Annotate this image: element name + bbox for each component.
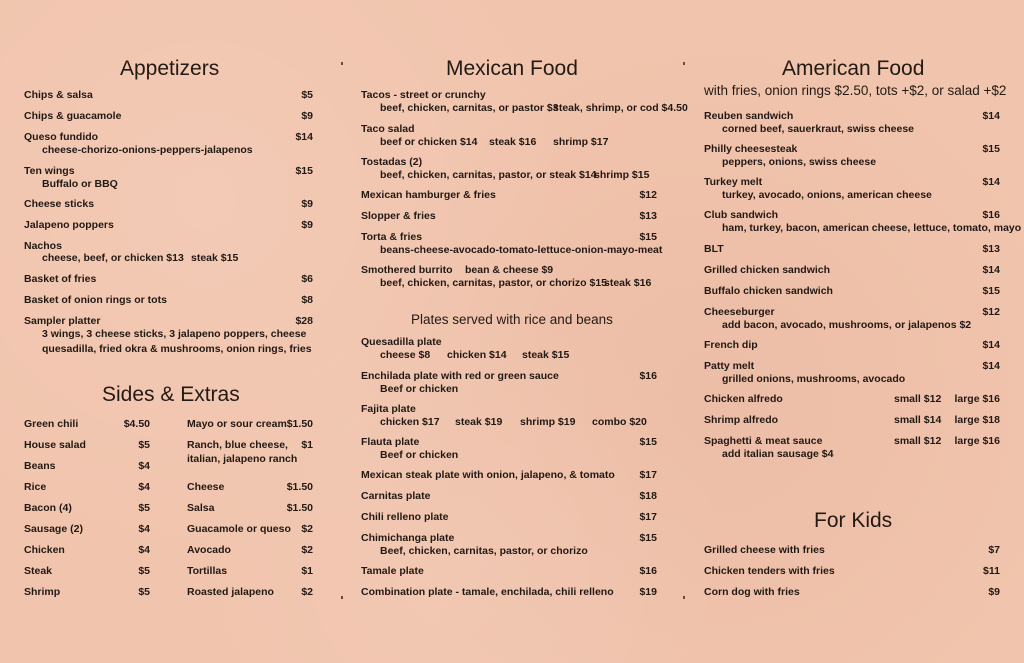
menu-item-price-large: large $16 bbox=[954, 435, 1000, 447]
menu-item-desc: add bacon, avocado, mushrooms, or jalapenos $2 bbox=[722, 319, 972, 331]
menu-item-name: Mexican steak plate with onion, jalapeno, & tomato bbox=[361, 469, 615, 481]
menu-item-name: Fajita plate bbox=[361, 403, 416, 415]
extra-item-price: $1.50 bbox=[286, 502, 313, 514]
side-item-name: Rice bbox=[24, 481, 47, 493]
menu-item-desc: combo $20 bbox=[592, 416, 647, 428]
extra-item-price: $1 bbox=[301, 439, 313, 451]
menu-item-name: Chimichanga plate bbox=[361, 532, 455, 544]
fold-mark bbox=[683, 596, 685, 599]
menu-item-price: $9 bbox=[301, 110, 313, 122]
menu-item-name: Ten wings bbox=[24, 165, 75, 177]
menu-item-price: $15 bbox=[982, 143, 1000, 155]
menu-item-price: $9 bbox=[301, 198, 313, 210]
side-item-name: Steak bbox=[24, 565, 53, 577]
menu-item-desc: shrimp $15 bbox=[594, 169, 650, 181]
extra-item-price: $1.50 bbox=[286, 481, 313, 493]
menu-item-desc: Beef or chicken bbox=[380, 383, 459, 395]
menu-item-name: Chili relleno plate bbox=[361, 511, 449, 523]
menu-item-price: $12 bbox=[639, 189, 657, 201]
menu-item-desc: shrimp $17 bbox=[553, 136, 609, 148]
menu-item-name: Turkey melt bbox=[704, 176, 763, 188]
menu-item-name: Buffalo chicken sandwich bbox=[704, 285, 833, 297]
menu-item-desc: chicken $14 bbox=[447, 349, 507, 361]
menu-item-name: Sampler platter bbox=[24, 315, 101, 327]
menu-item-desc: Buffalo or BBQ bbox=[42, 178, 118, 190]
kids-title: For Kids bbox=[814, 509, 893, 532]
side-item-price: $5 bbox=[138, 502, 150, 514]
fold-mark bbox=[341, 62, 343, 65]
american-subtitle: with fries, onion rings $2.50, tots +$2, or salad +$2 bbox=[704, 83, 1007, 98]
menu-item-name: Taco salad bbox=[361, 123, 415, 135]
menu-item-price: $18 bbox=[639, 490, 657, 502]
menu-item-desc: steak, shrimp, or cod $4.50 bbox=[553, 102, 688, 114]
menu-item-price: $7 bbox=[988, 544, 1000, 556]
menu-item-desc: steak $15 bbox=[522, 349, 570, 361]
side-item-price: $4.50 bbox=[123, 418, 150, 430]
menu-item-name: Club sandwich bbox=[704, 209, 779, 221]
menu-item-name: Basket of onion rings or tots bbox=[24, 294, 167, 306]
menu-item-price: $15 bbox=[639, 532, 657, 544]
menu-item-name: Enchilada plate with red or green sauce bbox=[361, 370, 559, 382]
side-item-name: Sausage (2) bbox=[24, 523, 83, 535]
extra-item-price: $2 bbox=[301, 544, 313, 556]
menu-item-name: Slopper & fries bbox=[361, 210, 436, 222]
menu-item-price: $14 bbox=[295, 131, 313, 143]
menu-item-price-small: small $12 bbox=[894, 393, 942, 405]
menu-item-name: BLT bbox=[704, 243, 724, 255]
extra-item-price: $1 bbox=[301, 565, 313, 577]
menu-item-name: Cheese sticks bbox=[24, 198, 95, 210]
menu-item-desc: steak $19 bbox=[455, 416, 503, 428]
menu-item-desc: quesadilla, fried okra & mushrooms, onion rings, fries bbox=[42, 343, 312, 355]
menu-item-price: $16 bbox=[639, 370, 657, 382]
menu-item-name: Smothered burrito bbox=[361, 264, 453, 276]
menu-item-name: Torta & fries bbox=[361, 231, 423, 243]
extra-item-desc: italian, jalapeno ranch bbox=[187, 453, 298, 465]
menu-item-price: $12 bbox=[982, 306, 1000, 318]
sides-title: Sides & Extras bbox=[102, 383, 240, 406]
extra-item-price: $2 bbox=[301, 586, 313, 598]
extra-item-name: Ranch, blue cheese, bbox=[187, 439, 288, 451]
menu-item-desc: beef or chicken $14 bbox=[380, 136, 478, 148]
menu-item-name: Tamale plate bbox=[361, 565, 424, 577]
menu-item-name: Flauta plate bbox=[361, 436, 420, 448]
menu-item-desc: beef, chicken, carnitas, or pastor $3 bbox=[380, 102, 559, 114]
menu-item-price: $14 bbox=[982, 339, 1000, 351]
extra-item-price: $2 bbox=[301, 523, 313, 535]
menu-item-desc: grilled onions, mushrooms, avocado bbox=[722, 373, 906, 385]
menu-item-desc: cheese $8 bbox=[380, 349, 431, 361]
side-item-name: Green chili bbox=[24, 418, 79, 430]
menu-item-desc: ham, turkey, bacon, american cheese, lettuce, tomato, mayo bbox=[722, 222, 1022, 234]
menu-item-price: $16 bbox=[639, 565, 657, 577]
menu-item-price: $13 bbox=[639, 210, 657, 222]
side-item-price: $5 bbox=[138, 439, 150, 451]
side-item-price: $4 bbox=[138, 460, 150, 472]
menu-item-price-large: large $16 bbox=[954, 393, 1000, 405]
menu-item-desc: peppers, onions, swiss cheese bbox=[722, 156, 877, 168]
menu-item-desc: cheese, beef, or chicken $13 bbox=[42, 252, 184, 264]
menu-item-desc: turkey, avocado, onions, american cheese bbox=[722, 189, 932, 201]
extra-item-name: Mayo or sour cream bbox=[187, 418, 287, 430]
menu-item-price: $15 bbox=[639, 436, 657, 448]
menu-item-price: $17 bbox=[639, 511, 657, 523]
menu-item-price: $8 bbox=[301, 294, 313, 306]
menu-item-price: $15 bbox=[982, 285, 1000, 297]
menu-item-name: Mexican hamburger & fries bbox=[361, 189, 496, 201]
menu-item-name: Tostadas (2) bbox=[361, 156, 423, 168]
menu-item-name: Combination plate - tamale, enchilada, chili relleno bbox=[361, 586, 614, 598]
side-item-price: $4 bbox=[138, 544, 150, 556]
menu-item-name: Tacos - street or crunchy bbox=[361, 89, 486, 101]
menu-item-name: Basket of fries bbox=[24, 273, 97, 285]
appetizers-title: Appetizers bbox=[120, 57, 220, 80]
extra-item-price: $1.50 bbox=[286, 418, 313, 430]
side-item-name: Chicken bbox=[24, 544, 65, 556]
mexican-title: Mexican Food bbox=[446, 57, 578, 80]
menu-item-price: $15 bbox=[295, 165, 313, 177]
menu-item-desc: Beef, chicken, carnitas, pastor, or chorizo bbox=[380, 545, 588, 557]
menu-item-desc: shrimp $19 bbox=[520, 416, 576, 428]
extra-item-name: Guacamole or queso bbox=[187, 523, 291, 535]
menu-item-name: Jalapeno poppers bbox=[24, 219, 114, 231]
menu-item-name: Patty melt bbox=[704, 360, 755, 372]
menu-item-name: French dip bbox=[704, 339, 758, 351]
menu-item-name: Chips & guacamole bbox=[24, 110, 122, 122]
extra-item-name: Salsa bbox=[187, 502, 215, 514]
menu-item-desc: steak $16 bbox=[489, 136, 537, 148]
menu-item-price: $13 bbox=[982, 243, 1000, 255]
menu-item-desc: beans-cheese-avocado-tomato-lettuce-onion-mayo-meat bbox=[380, 244, 663, 256]
menu-item-name: Carnitas plate bbox=[361, 490, 431, 502]
menu-item-price-large: large $18 bbox=[954, 414, 1000, 426]
menu-item-price: $15 bbox=[639, 231, 657, 243]
menu-item-price: $19 bbox=[639, 586, 657, 598]
menu-item-name: Chicken alfredo bbox=[704, 393, 783, 405]
menu-item-name: Cheeseburger bbox=[704, 306, 775, 318]
menu-item-desc: cheese-chorizo-onions-peppers-jalapenos bbox=[42, 144, 253, 156]
menu-item-desc: 3 wings, 3 cheese sticks, 3 jalapeno poppers, cheese bbox=[42, 328, 307, 340]
side-item-name: House salad bbox=[24, 439, 86, 451]
menu-item-price: $11 bbox=[983, 565, 1000, 577]
menu-item-name: Corn dog with fries bbox=[704, 586, 800, 598]
side-item-name: Shrimp bbox=[24, 586, 61, 598]
menu-item-name: Grilled chicken sandwich bbox=[704, 264, 831, 276]
fold-mark bbox=[683, 62, 685, 65]
menu-item-price: $5 bbox=[301, 89, 313, 101]
menu-item-desc: corned beef, sauerkraut, swiss cheese bbox=[722, 123, 915, 135]
menu-item-name: bean & cheese $9 bbox=[465, 264, 554, 276]
extra-item-name: Roasted jalapeno bbox=[187, 586, 274, 598]
menu-item-price: $9 bbox=[988, 586, 1000, 598]
menu-item-price: $14 bbox=[982, 264, 1000, 276]
menu-item-name: Reuben sandwich bbox=[704, 110, 794, 122]
extra-item-name: Tortillas bbox=[187, 565, 228, 577]
menu-item-name: Spaghetti & meat sauce bbox=[704, 435, 823, 447]
menu-item-name: Nachos bbox=[24, 240, 62, 252]
side-item-price: $5 bbox=[138, 565, 150, 577]
menu-item-desc: beef, chicken, carnitas, pastor, or chorizo $15 bbox=[380, 277, 608, 289]
menu-item-price: $28 bbox=[295, 315, 313, 327]
menu-item-name: Chicken tenders with fries bbox=[704, 565, 835, 577]
menu-item-name: Chips & salsa bbox=[24, 89, 93, 101]
menu-item-price-small: small $14 bbox=[894, 414, 942, 426]
menu-item-price: $16 bbox=[982, 209, 1000, 221]
menu-item-name: Philly cheesesteak bbox=[704, 143, 798, 155]
menu-item-desc: steak $15 bbox=[191, 252, 239, 264]
menu-item-price: $14 bbox=[982, 110, 1000, 122]
fold-mark bbox=[341, 596, 343, 599]
menu-item-desc: Beef or chicken bbox=[380, 449, 459, 461]
menu-item-price: $9 bbox=[301, 219, 313, 231]
menu-item-price: $14 bbox=[982, 176, 1000, 188]
side-item-price: $5 bbox=[138, 586, 150, 598]
menu-item-desc: beef, chicken, carnitas, pastor, or steak $14 bbox=[380, 169, 597, 181]
side-item-price: $4 bbox=[138, 523, 150, 535]
menu-item-name: Grilled cheese with fries bbox=[704, 544, 825, 556]
extra-item-name: Cheese bbox=[187, 481, 225, 493]
extra-item-name: Avocado bbox=[187, 544, 231, 556]
menu-item-name: Queso fundido bbox=[24, 131, 99, 143]
menu-item-price-small: small $12 bbox=[894, 435, 942, 447]
side-item-price: $4 bbox=[138, 481, 150, 493]
menu-item-desc: chicken $17 bbox=[380, 416, 440, 428]
menu-item-price: $14 bbox=[982, 360, 1000, 372]
menu-item-desc: steak $16 bbox=[604, 277, 652, 289]
menu-item-name: Quesadilla plate bbox=[361, 336, 442, 348]
side-item-name: Bacon (4) bbox=[24, 502, 72, 514]
plates-title: Plates served with rice and beans bbox=[411, 312, 613, 327]
menu-item-desc: add italian sausage $4 bbox=[722, 448, 834, 460]
menu-item-price: $17 bbox=[639, 469, 657, 481]
menu-item-price: $6 bbox=[301, 273, 313, 285]
menu-item-name: Shrimp alfredo bbox=[704, 414, 779, 426]
american-title: American Food bbox=[782, 57, 925, 80]
side-item-name: Beans bbox=[24, 460, 56, 472]
